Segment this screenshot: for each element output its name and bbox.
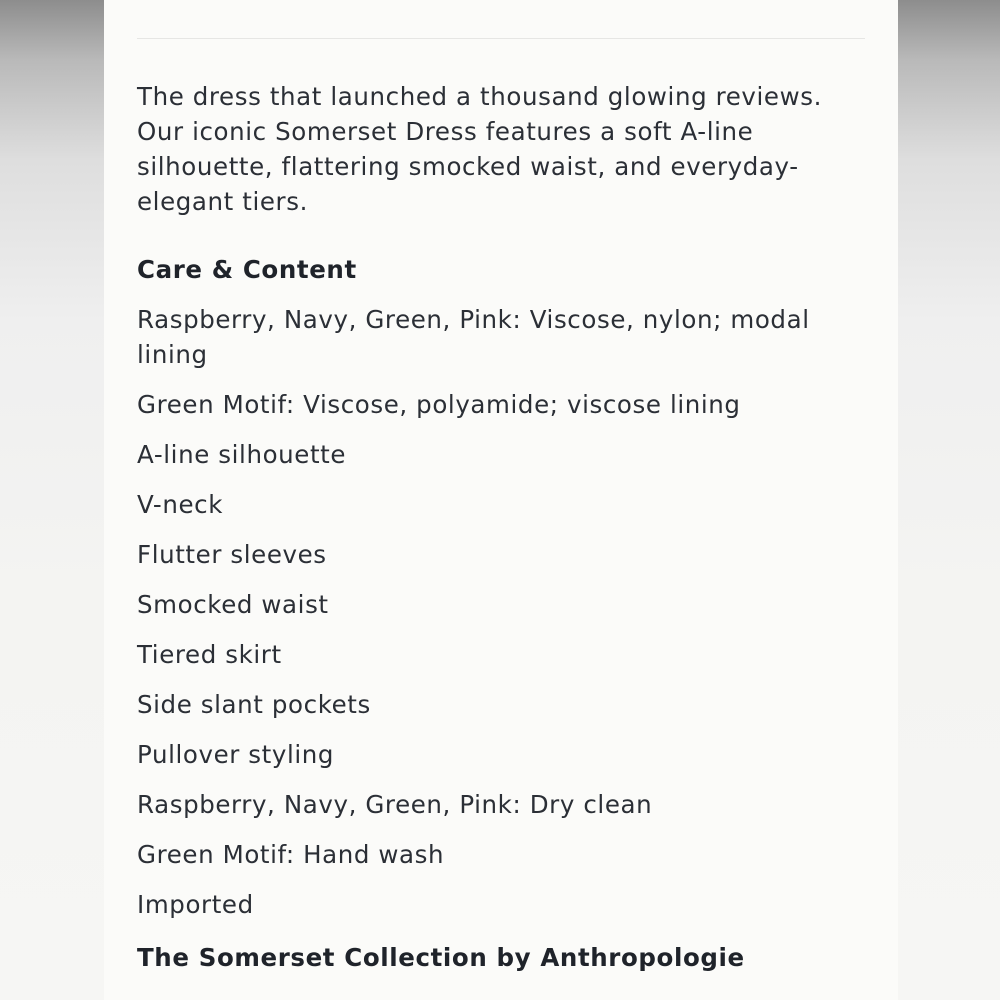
list-item: Side slant pockets xyxy=(137,690,371,719)
list-item: Imported xyxy=(137,890,254,919)
product-details-panel xyxy=(104,0,898,1000)
care-details-list xyxy=(137,302,877,922)
product-description: The dress that launched a thousand glowing reviews. Our iconic Somerset Dress features a soft A-line silhouette, flattering smocked waist, and everyday-elegant tiers. xyxy=(137,82,822,216)
list-item: Raspberry, Navy, Green, Pink: Viscose, nylon; modal lining xyxy=(137,305,810,369)
list-item: Pullover styling xyxy=(137,740,335,769)
list-item: Raspberry, Navy, Green, Pink: Dry clean xyxy=(137,790,653,819)
list-item: Green Motif: Viscose, polyamide; viscose lining xyxy=(137,390,741,419)
list-item: V-neck xyxy=(137,490,224,519)
care-content-heading: Care & Content xyxy=(137,255,357,284)
section-divider xyxy=(137,38,865,39)
product-details-content xyxy=(137,79,877,975)
list-item: Flutter sleeves xyxy=(137,540,327,569)
list-item: Green Motif: Hand wash xyxy=(137,840,445,869)
collection-heading: The Somerset Collection by Anthropologie xyxy=(137,943,745,972)
list-item: Smocked waist xyxy=(137,590,329,619)
list-item: A-line silhouette xyxy=(137,440,347,469)
list-item: Tiered skirt xyxy=(137,640,282,669)
